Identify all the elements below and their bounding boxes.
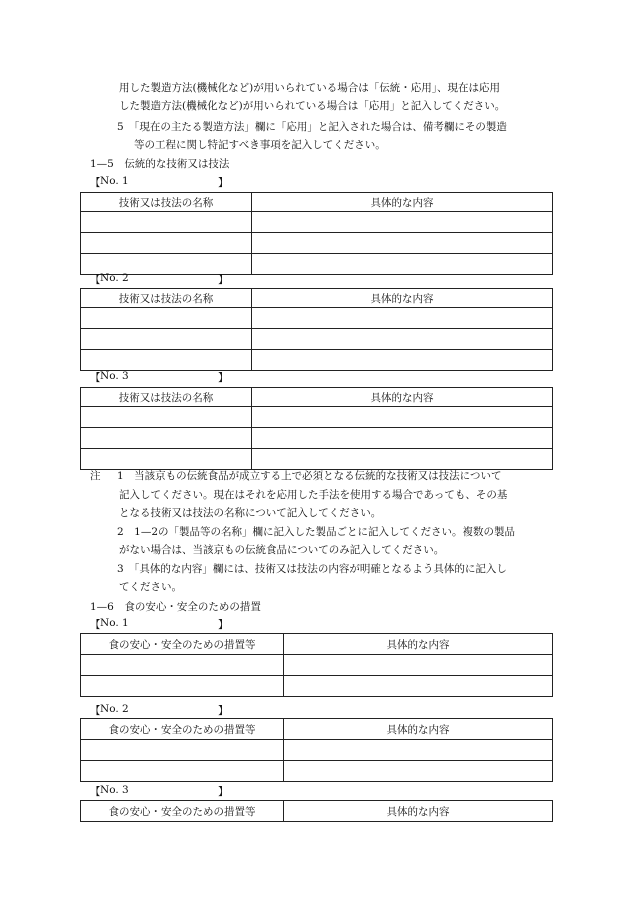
table-1-5-no1 (80, 192, 553, 275)
column-header-measure: 食の安心・安全のための措置等 (81, 801, 284, 822)
table-cell[interactable] (284, 655, 553, 676)
table-cell[interactable] (81, 350, 252, 371)
table-cell[interactable] (284, 676, 553, 697)
table-label-text: No. 3 (100, 784, 129, 796)
column-header-name: 技術又は技法の名称 (81, 289, 252, 308)
table-row (81, 329, 553, 350)
section-1-6-heading: 1—6 食の安心・安全のための措置 (90, 601, 261, 613)
intro-line-2: した製造方法(機械化など)が用いられている場合は「応用」と記入してください。 (119, 100, 506, 112)
table-cell[interactable] (252, 407, 553, 428)
table-label-text: No. 2 (100, 703, 129, 715)
open-bracket: 【 (90, 786, 101, 798)
table-row (81, 212, 553, 233)
column-header-measure: 食の安心・安全のための措置等 (81, 634, 284, 655)
note-1-line-2: 記入してください。現在はそれを応用した手法を使用する場合であっても、その基 (119, 489, 508, 501)
table-label-text: No. 3 (100, 370, 129, 382)
column-header-content: 具体的な内容 (284, 634, 553, 655)
column-header-measure: 食の安心・安全のための措置等 (81, 719, 284, 740)
column-header-content: 具体的な内容 (252, 388, 553, 407)
table-1-5-no2 (80, 288, 553, 371)
table-cell[interactable] (252, 329, 553, 350)
note-1-line-1: 1 当該京もの伝統食品が成立する上で必須となる伝統的な技術又は技法について (117, 470, 502, 482)
close-bracket: 】 (218, 372, 229, 384)
table-cell[interactable] (284, 740, 553, 761)
open-bracket: 【 (90, 619, 101, 631)
table-row (81, 308, 553, 329)
table-1-6-no3 (80, 800, 553, 822)
table-cell[interactable] (81, 655, 284, 676)
table-label-1-6-no2 (90, 703, 230, 719)
table-label-1-6-no3 (90, 784, 230, 800)
section-1-5-heading: 1—5 伝統的な技術又は技法 (90, 158, 230, 170)
column-header-name: 技術又は技法の名称 (81, 388, 252, 407)
table-row (81, 428, 553, 449)
table-row (81, 761, 553, 782)
table-cell[interactable] (284, 761, 553, 782)
note-5-line-1: 5 「現在の主たる製造方法」欄に「応用」と記入された場合は、備考欄にその製造 (117, 121, 507, 133)
table-cell[interactable] (252, 308, 553, 329)
close-bracket: 】 (218, 177, 229, 189)
table-row (81, 740, 553, 761)
column-header-content: 具体的な内容 (284, 719, 553, 740)
table-cell[interactable] (81, 761, 284, 782)
open-bracket: 【 (90, 177, 101, 189)
intro-line-1: 用した製造方法(機械化など)が用いられている場合は「伝統・応用」、現在は応用 (119, 82, 500, 94)
note-1-line-3: となる技術又は技法の名称について記入してください。 (119, 507, 382, 519)
table-row (81, 407, 553, 428)
table-cell[interactable] (81, 233, 252, 254)
table-cell[interactable] (81, 676, 284, 697)
table-cell[interactable] (81, 740, 284, 761)
table-label-text: No. 1 (100, 175, 129, 187)
note-2-line-2: がない場合は、当該京もの伝統食品についてのみ記入してください。 (119, 544, 445, 556)
table-cell[interactable] (81, 329, 252, 350)
column-header-content: 具体的な内容 (284, 801, 553, 822)
table-label-1-5-no1 (90, 175, 230, 191)
table-row (81, 233, 553, 254)
table-cell[interactable] (252, 233, 553, 254)
table-cell[interactable] (81, 428, 252, 449)
close-bracket: 】 (218, 619, 229, 631)
table-cell[interactable] (252, 428, 553, 449)
table-row (81, 655, 553, 676)
close-bracket: 】 (218, 705, 229, 717)
open-bracket: 【 (90, 705, 101, 717)
table-cell[interactable] (81, 308, 252, 329)
note-5-line-2: 等の工程に関し特記すべき事項を記入してください。 (134, 139, 386, 151)
table-label-text: No. 2 (100, 272, 129, 284)
column-header-content: 具体的な内容 (252, 193, 553, 212)
table-1-6-no2 (80, 718, 553, 782)
table-row (81, 350, 553, 371)
open-bracket: 【 (90, 274, 101, 286)
note-3-line-2: てください。 (119, 581, 182, 593)
table-cell[interactable] (252, 212, 553, 233)
close-bracket: 】 (218, 786, 229, 798)
note-3-line-1: 3 「具体的な内容」欄には、技術又は技法の内容が明確となるよう具体的に記入し (117, 563, 507, 575)
table-cell[interactable] (81, 212, 252, 233)
column-header-name: 技術又は技法の名称 (81, 193, 252, 212)
table-label-1-6-no1 (90, 617, 230, 633)
table-1-6-no1 (80, 633, 553, 697)
close-bracket: 】 (218, 274, 229, 286)
notes-prefix: 注 (90, 470, 101, 482)
column-header-content: 具体的な内容 (252, 289, 553, 308)
table-label-1-5-no2 (90, 272, 230, 288)
table-cell[interactable] (252, 254, 553, 275)
table-label-text: No. 1 (100, 617, 129, 629)
table-1-5-no3 (80, 387, 553, 470)
table-row (81, 676, 553, 697)
table-cell[interactable] (81, 407, 252, 428)
note-2-line-1: 2 1—2の「製品等の名称」欄に記入した製品ごとに記入してください。複数の製品 (117, 526, 516, 538)
open-bracket: 【 (90, 372, 101, 384)
table-cell[interactable] (252, 350, 553, 371)
table-label-1-5-no3 (90, 370, 230, 386)
